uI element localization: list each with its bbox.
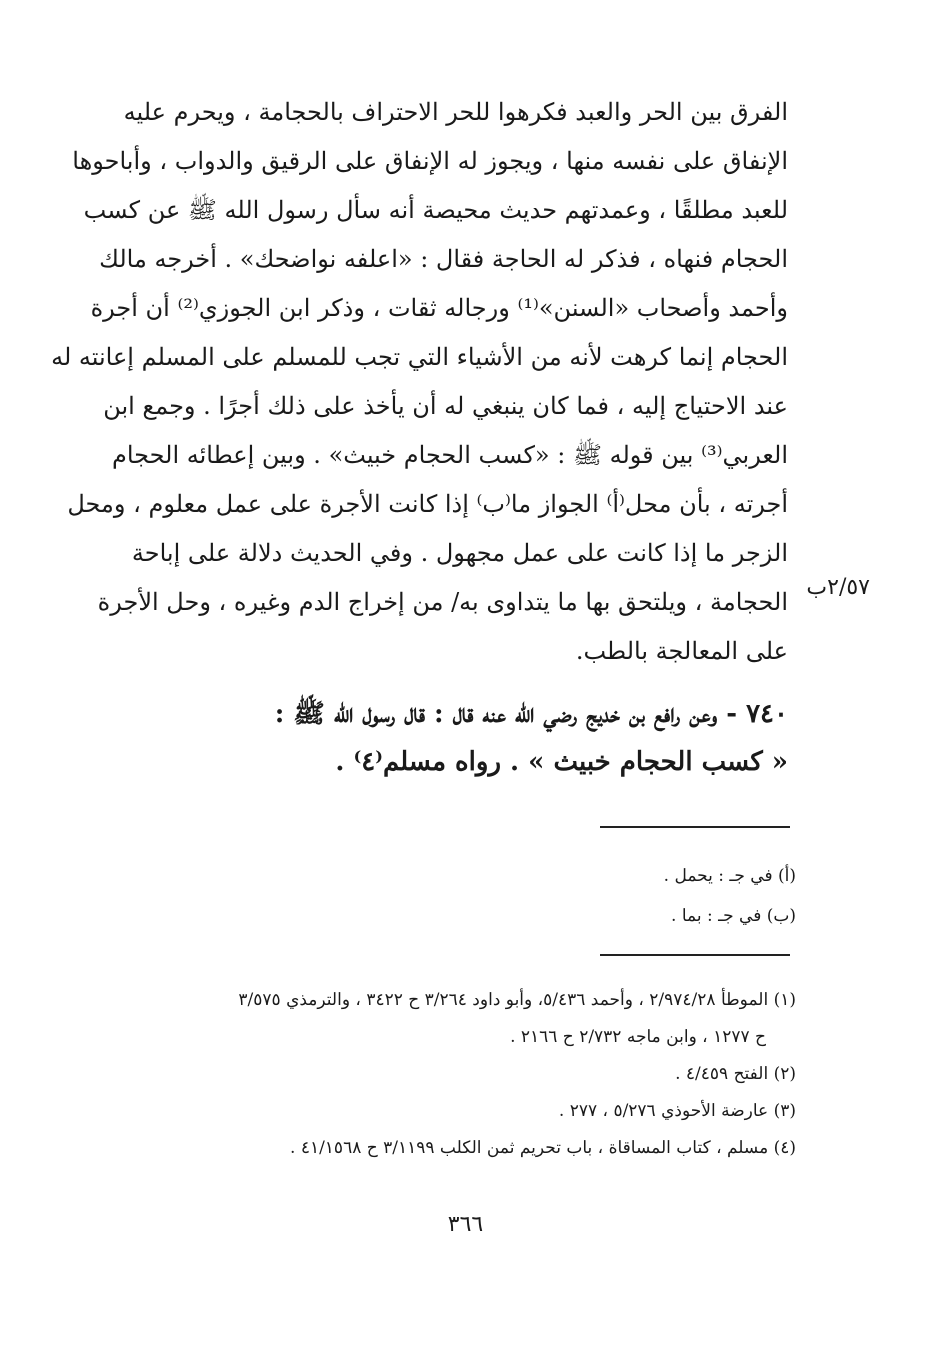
text-line: وأحمد وأصحاب «السنن»⁽¹⁾ ورجاله ثقات ، وذكر ابن الجوزي⁽²⁾ أن أجرة: [90, 294, 788, 322]
text-line: الحجام إنما كرهت لأنه من الأشياء التي تجب للمسلم على المسلم إعانته له: [51, 343, 788, 371]
page-number: ٣٦٦: [447, 1212, 484, 1237]
reference-note: (٣) عارضة الأحوذي ٥/٢٧٦ ، ٢٧٧ .: [558, 1101, 796, 1121]
reference-note-continuation: ح ١٢٧٧ ، وابن ماجه ٢/٧٣٢ ح ٢١٦٦ .: [510, 1027, 766, 1047]
reference-note: (٢) الفتح ٤/٤٥٩ .: [675, 1064, 796, 1084]
text-line: الفرق بين الحر والعبد فكرهوا للحر الاحتراف بالحجامة ، ويحرم عليه: [123, 98, 788, 126]
variant-note: (أ) في جـ : يحمل .: [663, 866, 796, 886]
text-line: على المعالجة بالطب.: [575, 637, 788, 665]
reference-footnotes: [120, 982, 796, 1167]
hadith-line: « كسب الحجام خبيث » . رواه مسلم⁽٤⁾ .: [335, 747, 788, 777]
variant-note: (ب) في جـ : بما .: [671, 906, 796, 926]
text-line: أجرته ، بأن محل⁽أ⁾ الجواز ما⁽ب⁾ إذا كانت الأجرة على عمل معلوم ، ومحل: [67, 490, 788, 518]
commentary-text: [51, 88, 788, 676]
text-line: الإنفاق على نفسه منها ، ويجوز له الإنفاق على الرقيق والدواب ، وأباحوها: [72, 147, 788, 175]
text-line: الحجامة ، ويلتحق بها ما يتداوى به/ من إخراج الدم وغيره ، وحل الأجرة: [97, 588, 788, 616]
text-line: العربي⁽³⁾ بين قوله ﷺ : «كسب الحجام خبيث» . وبين إعطائه الحجام: [111, 441, 788, 469]
text-line: للعبد مطلقًا ، وعمدتهم حديث محيصة أنه سأل رسول الله ﷺ عن كسب: [83, 196, 788, 224]
reference-note: (٤) مسلم ، كتاب المساقاة ، باب تحريم ثمن الكلب ٣/١١٩٩ ح ٤١/١٥٦٨ .: [290, 1138, 796, 1158]
text-line: عند الاحتياج إليه ، فما كان ينبغي له أن يأخذ على ذلك أجرًا . وجمع ابن: [103, 392, 788, 420]
footnote-divider: [600, 954, 790, 956]
text-line: الحجام فنهاه ، فذكر له الحاجة فقال : «اعلفه نواضحك» . أخرجه مالك: [99, 245, 788, 273]
manuscript-folio-marker: ٢/٥٧ب: [806, 575, 870, 600]
hadith-line: ٧٤٠ - وعن رافع بن خديج رضي الله عنه قال : قال رسول الله ﷺ :: [274, 699, 788, 729]
hadith-740: [110, 690, 788, 786]
text-line: الزجر ما إذا كانت على عمل مجهول . وفي الحديث دلالة على إباحة: [131, 539, 788, 567]
reference-note: (١) الموطأ ٢/٩٧٤/٢٨ ، وأحمد ٥/٤٣٦، وأبو داود ٣/٢٦٤ ح ٣٤٢٢ ، والترمذي ٣/٥٧٥: [238, 990, 796, 1010]
variant-footnotes: [120, 856, 796, 936]
footnote-divider: [600, 826, 790, 828]
